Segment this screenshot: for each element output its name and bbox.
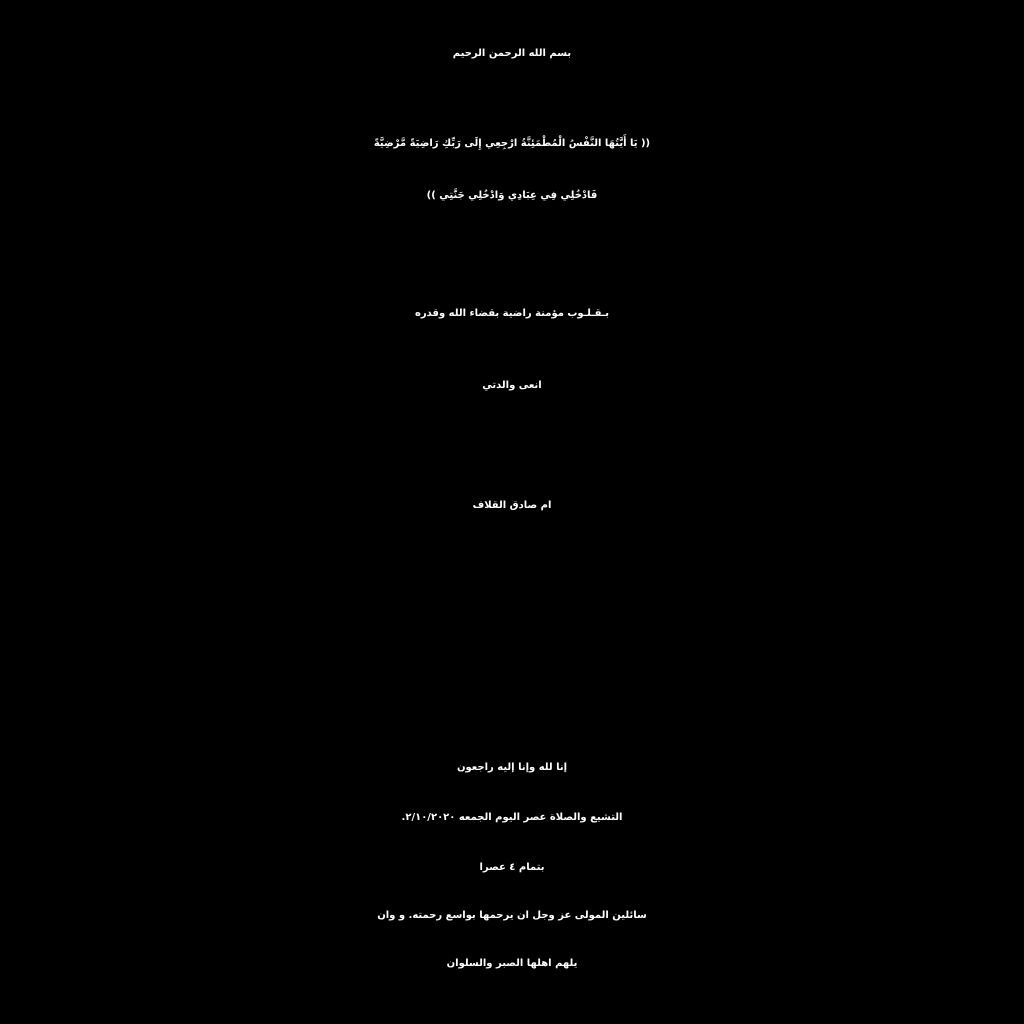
funeral-details-line: التشيع والصلاة عصر اليوم الجمعه ٢/١٠/٢٠٢٠.: [401, 812, 623, 823]
deceased-name: ام صادق القلاف: [472, 500, 552, 511]
announcement-line-1: بـقـلـوب مؤمنة راضية بقضاء الله وقدره: [414, 308, 609, 319]
announcement-line-2: انعى والدتي: [482, 380, 542, 391]
quran-verse-line-2: فَادْخُلِي فِي عِبَادِي وَادْخُلِي جَنَّتِي )): [426, 190, 598, 201]
basmala-heading: بسم الله الرحمن الرحيم: [452, 48, 572, 59]
quran-verse-line-1: (( يَا أَيَّتُهَا النَّفْسُ الْمُطْمَئِنَّةُ ارْجِعِي إِلَى رَبِّكِ رَاضِيَةً مَّرْضِيَّةً: [373, 138, 651, 149]
funeral-time-line: بتمام ٤ عصرا: [479, 862, 545, 873]
prayer-line-2: يلهم اهلها الصبر والسلوان: [446, 958, 578, 969]
prayer-line-1: سائلين المولى عز وجل ان يرحمها بواسع رحمته. و وان: [377, 910, 647, 921]
condolence-line: إنا لله وإنا إليه راجعون: [456, 762, 568, 773]
